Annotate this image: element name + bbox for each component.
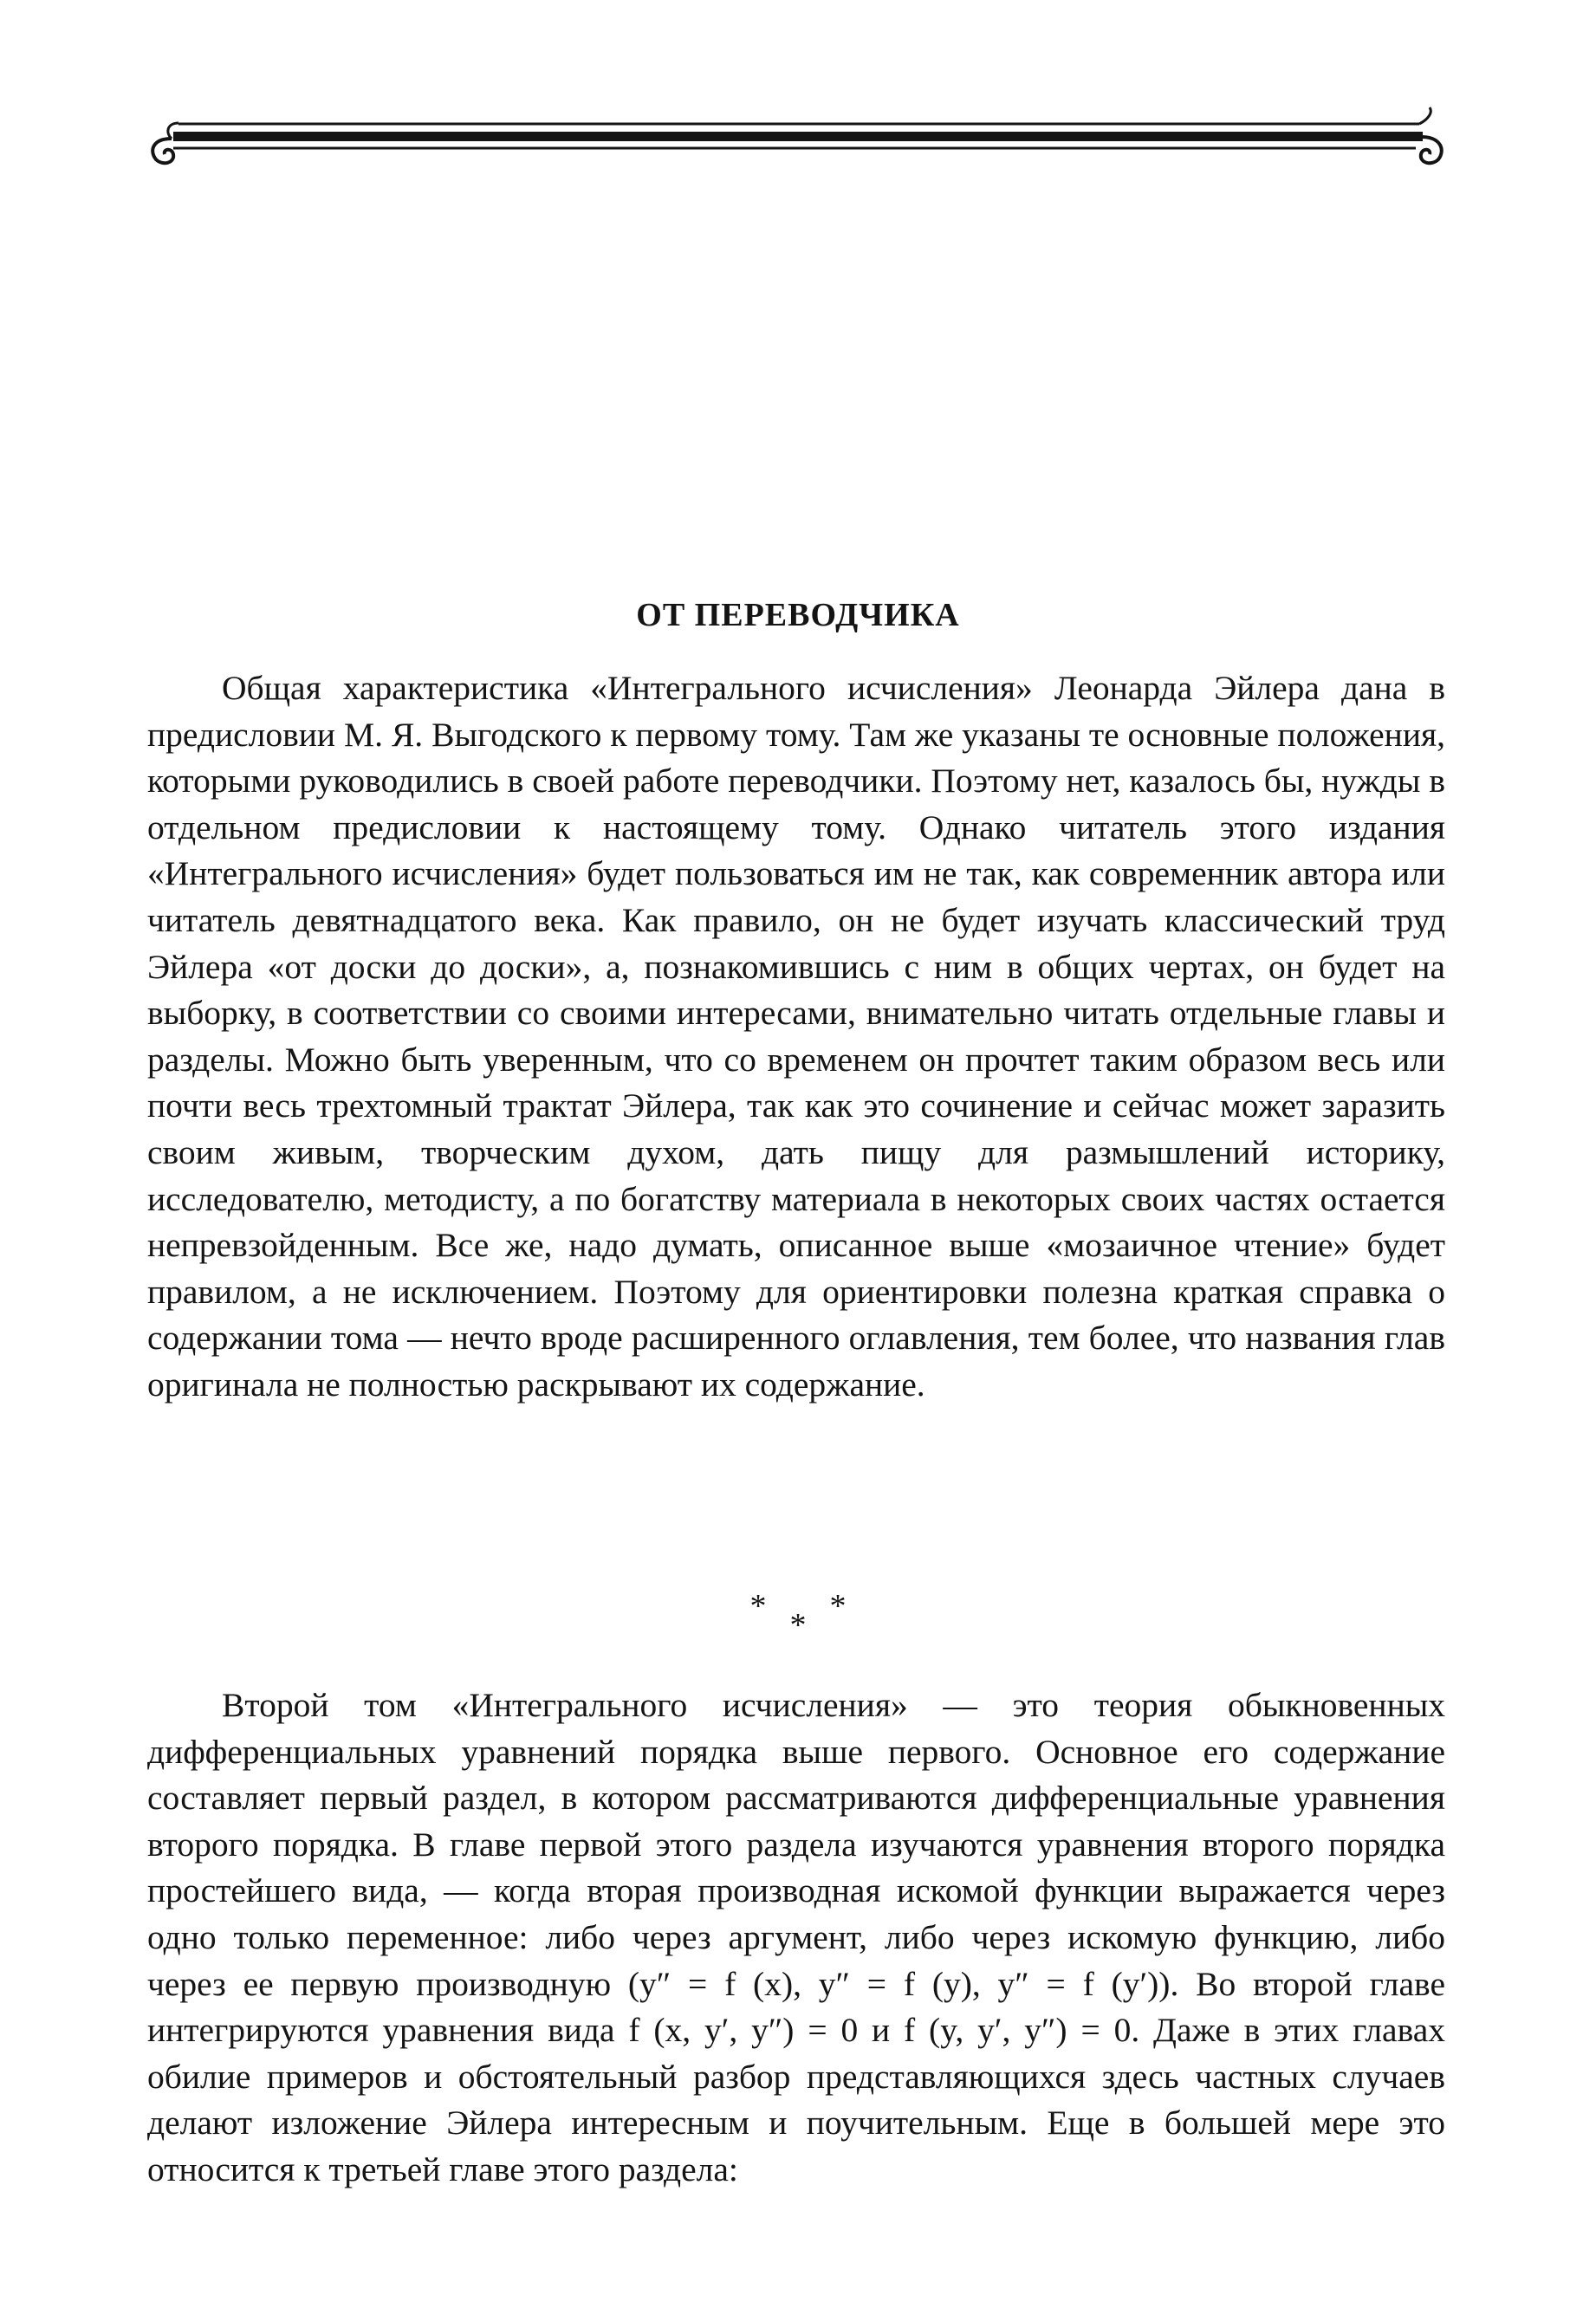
separator-star: * [829, 1588, 847, 1624]
section-separator [0, 1587, 1596, 1648]
ornamental-rule-icon [147, 106, 1447, 166]
separator-star: * [749, 1588, 767, 1624]
separator-star: * [789, 1607, 807, 1644]
paragraph-intro: Общая характеристика «Интегрального исчисления» Леонарда Эйлера дана в предисловии М. Я. Выгодского к первому тому. Там же указаны те основные положения, которыми руководились в своей работе переводчики. Поэтому нет, казалось бы, нужды в отдельном предисловии к настоящему тому. Однако читатель этого издания «Интегрального исчисления» будет пользоваться им не так, как современник автора или читатель девятнадцатого века. Как правило, он не будет изучать классический труд Эйлера «от доски до доски», а, познакомившись с ним в общих чертах, он будет на выборку, в соответствии со своими интересами, внимательно читать отдельные главы и разделы. Можно быть уверенным, что со временем он прочтет таким образом весь или почти весь трехтомный трактат Эйлера, так как это сочинение и сейчас может заразить своим живым, творческим духом, дать пищу для размышлений историку, исследователю, методисту, а по богатству материала в некоторых своих частях остается непревзойденным. Все же, надо думать, описанное выше «мозаичное чтение» будет правилом, а не исключением. Поэтому для ориентировки полезна краткая справка о содержании тома — нечто вроде расширенного оглавления, тем более, что названия глав оригинала не полностью раскрывают их содержание. [147, 669, 1445, 1404]
paragraph-volume-content: Второй том «Интегрального исчисления» — это теория обыкновенных дифференциальных уравнений порядка выше первого. Основное его содержание составляет первый раздел, в котором рассматриваются дифференциальные уравнения второго порядка. В главе первой этого раздела изучаются уравнения второго порядка простейшего вида, — когда вторая производная искомой функции выражается через одно только переменное: либо через аргумент, либо через искомую функцию, либо через ее первую производную (y″ = f (x), y″ = f (y), y″ = f (y′)). Во второй главе интегрируются уравнения вида f (x, y′, y″) = 0 и f (y, y′, y″) = 0. Даже в этих главах обилие примеров и обстоятельный разбор представляющихся здесь частных случаев делают изложение Эйлера интересным и поучительным. Еще в большей мере это относится к третьей главе этого раздела: [147, 1686, 1445, 2188]
section-heading: ОТ ПЕРЕВОДЧИКА [636, 597, 960, 634]
